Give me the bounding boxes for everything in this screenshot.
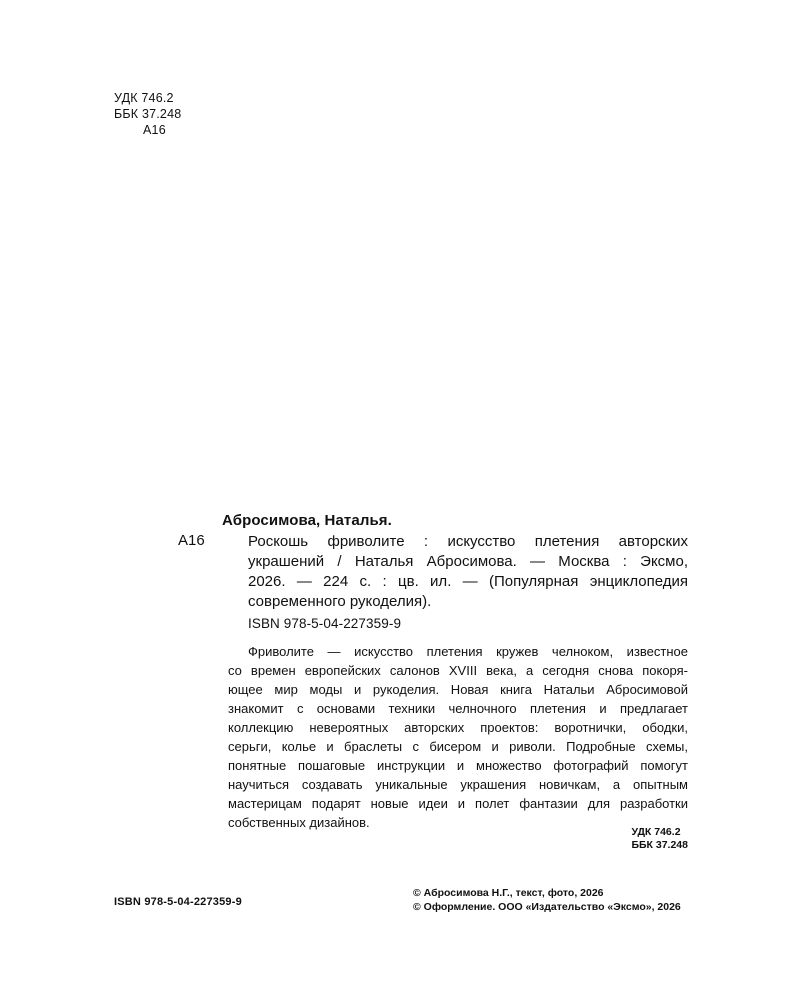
annotation-line: понятные пошаговые инструкции и множество фотографий помогут	[228, 758, 688, 773]
copyright-design: © Оформление. ООО «Издательство «Эксмо», 2026	[413, 901, 681, 913]
annotation-line: научиться создавать уникальные украшения новичкам, а опытным	[228, 777, 688, 792]
card-description-line: украшений / Наталья Абросимова. — Москва : Эксмо,	[248, 553, 688, 570]
bbk-code: ББК 37.248	[114, 107, 182, 121]
annotation-line: собственных дизайнов.	[228, 815, 370, 830]
udk-code: УДК 746.2	[114, 91, 174, 105]
index-codes	[631, 826, 688, 852]
copyright-block	[413, 886, 681, 914]
annotation-line: ющее мир моды и рукоделия. Новая книга Натальи Абросимовой	[228, 682, 688, 697]
index-udk: УДК 746.2	[631, 826, 681, 838]
annotation-line: мастерицам подарят новые идеи и полет фантазии для разработки	[228, 796, 688, 811]
author-sign: А16	[143, 123, 166, 137]
card-author-sign: А16	[178, 532, 205, 549]
card-description	[248, 532, 688, 612]
card-description-line: 2026. — 224 с. : цв. ил. — (Популярная энциклопедия	[248, 573, 688, 590]
annotation-line: знакомит с основами техники челночного плетения и предлагает	[228, 701, 688, 716]
copyright-text: © Абросимова Н.Г., текст, фото, 2026	[413, 887, 604, 899]
card-isbn: ISBN 978-5-04-227359-9	[248, 616, 402, 631]
annotation-line: со времен европейских салонов XVIII века, а сегодня снова покоря-	[228, 663, 688, 678]
card-author: Абросимова, Наталья.	[222, 512, 392, 529]
card-description-line: современного рукоделия).	[248, 593, 432, 610]
card-description-line: Роскошь фриволите : искусство плетения авторских	[248, 533, 688, 550]
annotation-line: серьги, колье и браслеты с бисером и риволи. Подробные схемы,	[228, 739, 688, 754]
footer-isbn: ISBN 978-5-04-227359-9	[114, 896, 242, 908]
annotation	[228, 642, 688, 832]
annotation-line: коллекцию невероятных авторских проектов: воротнички, ободки,	[228, 720, 688, 735]
annotation-line: Фриволите — искусство плетения кружев челноком, известное	[248, 644, 688, 659]
index-bbk: ББК 37.248	[631, 839, 688, 851]
